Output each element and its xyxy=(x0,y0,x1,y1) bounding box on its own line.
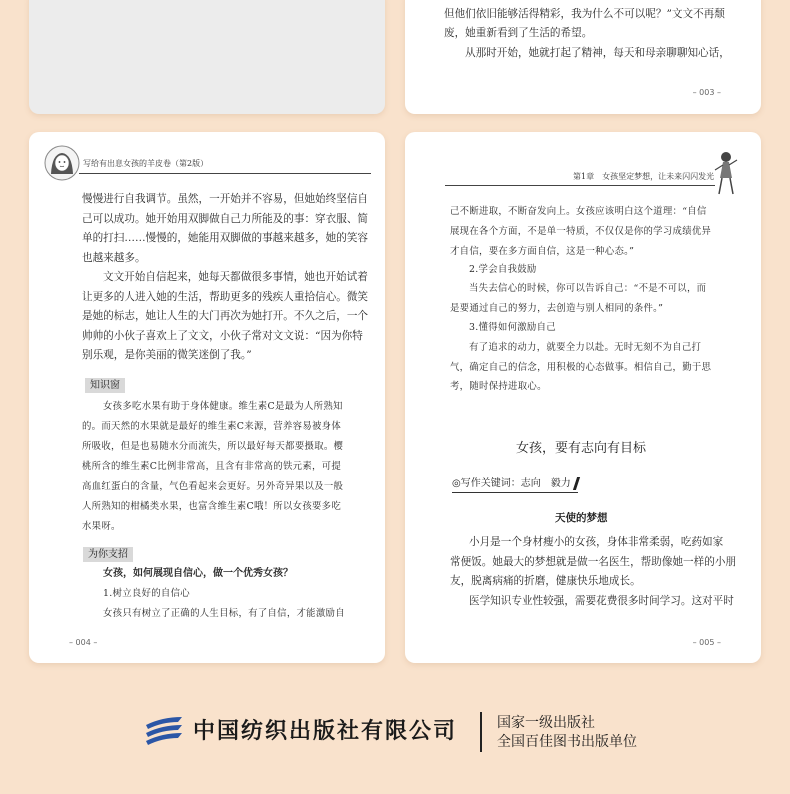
running-header: 第1章 女孩坚定梦想，让未来闪闪发光 xyxy=(573,172,715,181)
advice-heading: 女孩，如何展现自信心，做一个优秀女孩？ xyxy=(103,568,293,579)
text-line: 展现在各个方面，不是单一特质，不仅仅是你的学习成绩优异 xyxy=(450,226,712,237)
header-rule xyxy=(445,185,715,186)
text-line: 己可以成功。她开始用双脚做自己力所能及的事：穿衣服、简 xyxy=(82,213,369,225)
text-line: 气，确定自己的信念，用积极的心态做事。相信自己，勤于思 xyxy=(450,362,712,373)
text-line: 别乐观，是你美丽的微笑迷倒了我。” xyxy=(82,349,252,361)
text-line: 但他们依旧能够活得精彩，我为什么不可以呢？”文文不再颓 xyxy=(444,8,725,20)
running-header: 写给有出息女孩的羊皮卷（第2版） xyxy=(83,159,209,168)
text-line: 所吸收，但是也易随水分而流失，所以最好每天都要摄取。樱 xyxy=(82,441,344,452)
girl-portrait-icon xyxy=(43,144,81,182)
page-number: – 004 – xyxy=(69,638,98,647)
text-line: 考，随时保持进取心。 xyxy=(450,381,547,392)
blank-page-card xyxy=(29,0,385,114)
text-line: 有了追求的动力，就要全力以赴。无时无刻不为自己打 xyxy=(469,342,702,353)
knowledge-window-tag: 知识窗 xyxy=(85,378,125,393)
text-line: 当失去信心的时候，你可以告诉自己：“不是不可以，而 xyxy=(469,283,707,294)
text-line: 的。而天然的水果就是最好的维生素C来源，营养容易被身体 xyxy=(82,421,342,432)
text-line: 人所熟知的柑橘类水果，也富含维生素C哦！所以女孩要多吃 xyxy=(82,501,342,512)
text-line: 从那时开始，她就打起了精神，每天和母亲聊聊知心话， xyxy=(465,47,730,59)
section-title: 女孩，要有志向有目标 xyxy=(516,441,647,456)
text-line: 己不断进取，不断奋发向上。女孩应该明白这个道理：“自信 xyxy=(450,206,707,217)
text-line: 也越来越多。 xyxy=(82,252,146,264)
page-003-card xyxy=(405,0,761,114)
text-line: 让更多的人进入她的生活，帮助更多的残疾人重拾信心。微笑 xyxy=(82,291,369,303)
text-line: 慢慢进行自我调节。虽然，一开始并不容易，但她始终坚信自 xyxy=(82,193,369,205)
text-line: 单的打扫……慢慢的，她能用双脚做的事越来越多，她的笑容 xyxy=(82,232,369,244)
text-line: 桃所含的维生素C比例非常高，且含有非常高的铁元素，可提 xyxy=(82,461,342,472)
text-line: 是她的标志，她让人生的大门再次为她打开。不久之后，一个 xyxy=(82,310,369,322)
text-line: 高血红蛋白的含量，气色看起来会更好。另外奇异果以及一般 xyxy=(82,481,344,492)
keywords-tag xyxy=(452,477,578,493)
text-line: 女孩多吃水果有助于身体健康。维生素C是最为人所熟知 xyxy=(103,401,343,412)
story-title: 天使的梦想 xyxy=(555,512,608,524)
text-line: 帅帅的小伙子喜欢上了文文，小伙子常对文文说：“因为你特 xyxy=(82,330,363,342)
page-005-card xyxy=(405,132,761,663)
point-heading: 3.懂得如何激励自己 xyxy=(469,322,556,333)
text-line: 水果呀。 xyxy=(82,521,121,532)
text-line: 医学知识专业性较强，需要花费很多时间学习。这对平时 xyxy=(469,595,734,607)
keywords-label: ◎写作关键词：志向 毅力 xyxy=(452,478,571,489)
publisher-rank-line2: 全国百佳图书出版单位 xyxy=(497,734,637,750)
text-line: 小月是一个身材瘦小的女孩，身体非常柔弱，吃药如家 xyxy=(469,536,724,548)
text-line: 女孩只有树立了正确的人生目标，有了自信，才能激励自 xyxy=(103,608,345,619)
advice-tag: 为你支招 xyxy=(83,547,133,562)
publisher-name: 中国纺织出版社有限公司 xyxy=(193,718,458,744)
text-line: 才自信，要在多方面自信，这是一种心态。” xyxy=(450,246,635,257)
page-number: – 003 – xyxy=(692,88,721,97)
text-line: 友，脱离病痛的折磨，健康快乐地成长。 xyxy=(450,575,641,587)
text-line: 常便饭。她最大的梦想就是做一名医生，帮助像她一样的小朋 xyxy=(450,556,737,568)
header-rule xyxy=(79,173,371,174)
footer-divider xyxy=(480,712,482,752)
publisher-logo-icon xyxy=(144,715,184,745)
text-line: 废，她重新看到了生活的希望。 xyxy=(444,27,593,39)
point-heading: 2.学会自我鼓励 xyxy=(469,264,537,275)
page-004-card xyxy=(29,132,385,663)
girl-figure-icon xyxy=(711,150,741,198)
page-number: – 005 – xyxy=(692,638,721,647)
text-line: 是要通过自己的努力，去创造与别人相同的条件。” xyxy=(450,303,664,314)
text-line: 文文开始自信起来，她每天都做很多事情，她也开始试着 xyxy=(103,271,368,283)
advice-point: 1.树立良好的自信心 xyxy=(103,588,190,599)
publisher-rank-line1: 国家一级出版社 xyxy=(497,715,595,731)
